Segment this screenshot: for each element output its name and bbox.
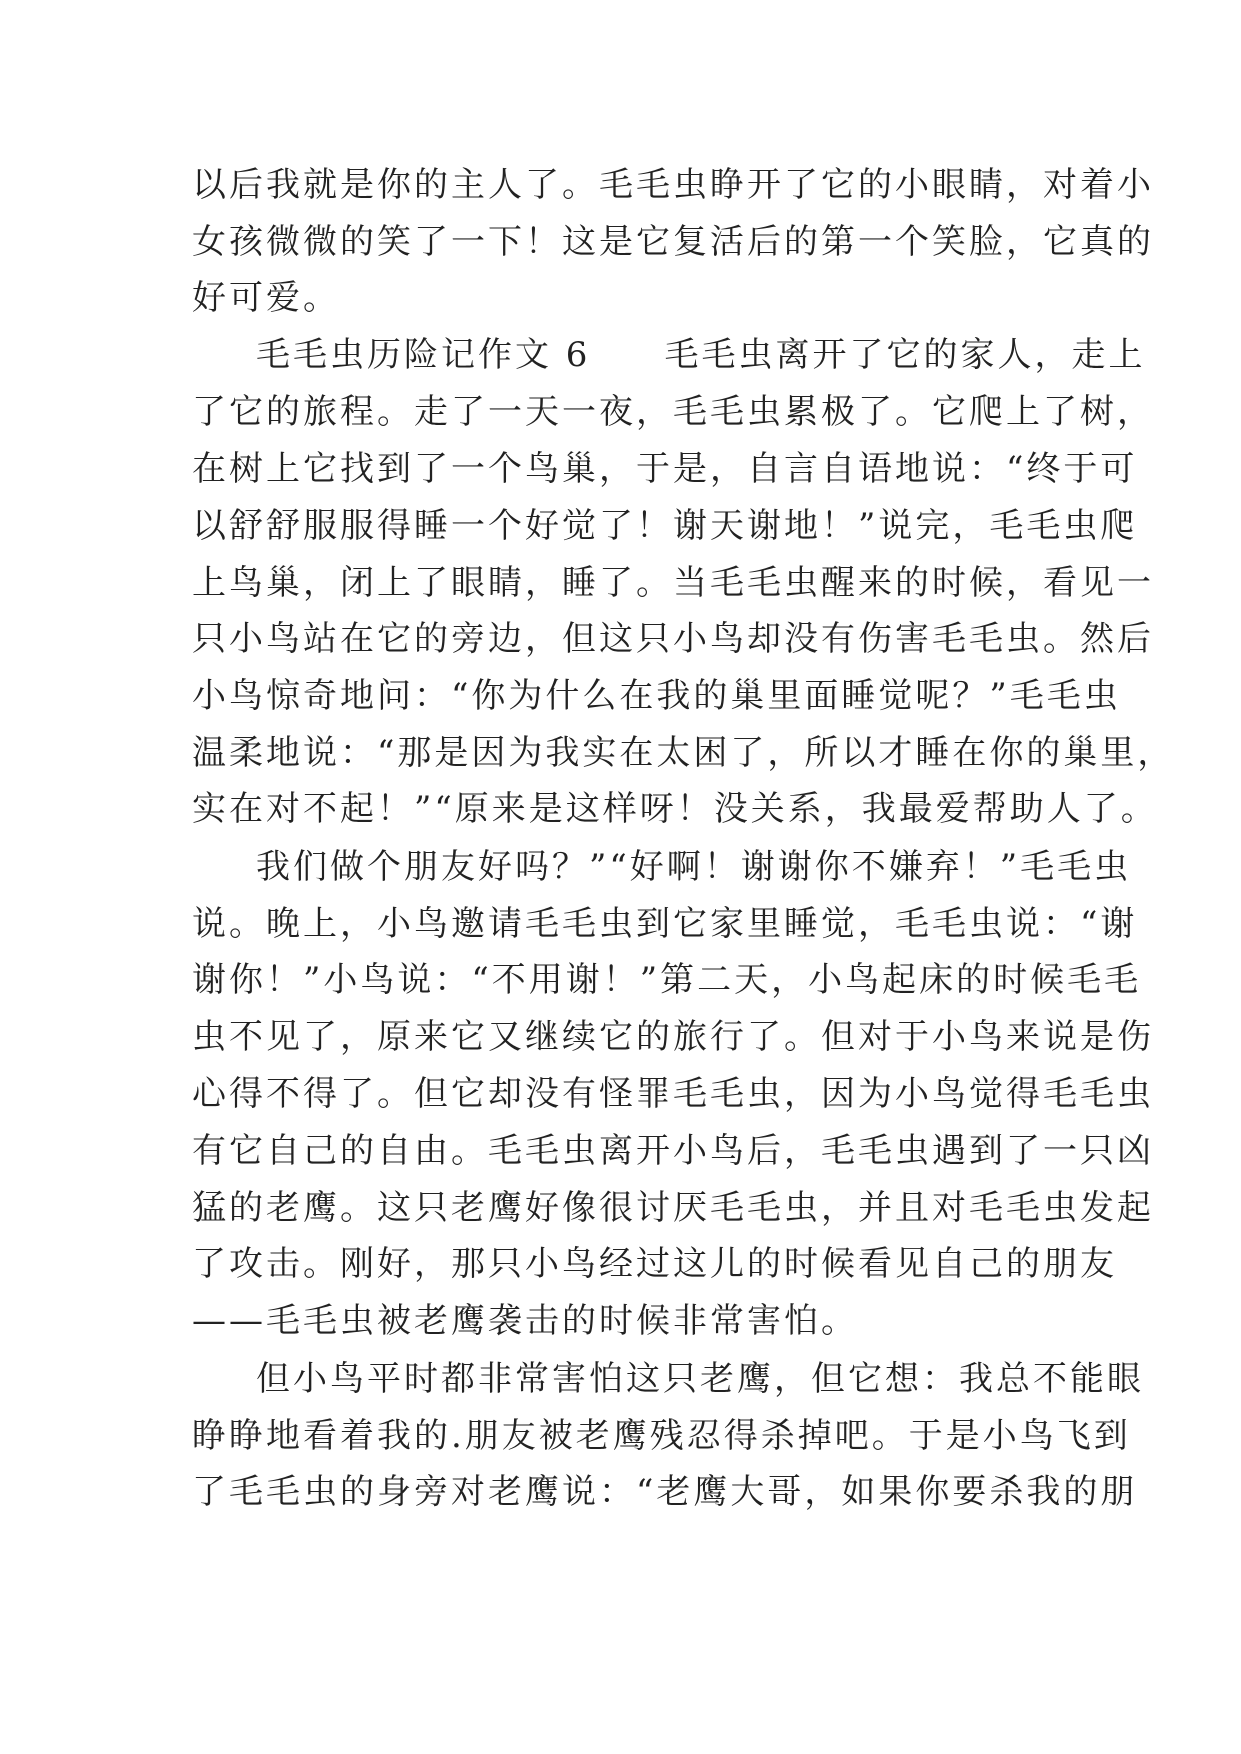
text-line: 睁睁地看着我的.朋友被老鹰残忍得杀掉吧。于是小鸟飞到 (192, 1416, 1131, 1456)
text-line: 心得不得了。但它却没有怪罪毛毛虫，因为小鸟觉得毛毛虫 (192, 1074, 1154, 1114)
text-line: 好可爱。 (192, 278, 340, 318)
text-line: 我们做个朋友好吗？”“好啊！谢谢你不嫌弃！”毛毛虫 (256, 847, 1132, 887)
text-line: 温柔地说：“那是因为我实在太困了，所以才睡在你的巢里， (192, 733, 1175, 773)
text-line: 实在对不起！”“原来是这样呀！没关系，我最爱帮助人了。 (192, 789, 1158, 829)
text-line: 但小鸟平时都非常害怕这只老鹰，但它想：我总不能眼 (256, 1359, 1144, 1399)
text-line: 小鸟惊奇地问：“你为什么在我的巢里面睡觉呢？”毛毛虫 (192, 676, 1121, 716)
text-line: 说。晚上，小鸟邀请毛毛虫到它家里睡觉，毛毛虫说：“谢 (192, 904, 1138, 944)
text-line: 以后我就是你的主人了。毛毛虫睁开了它的小眼睛，对着小 (192, 165, 1154, 205)
text-line: 上鸟巢，闭上了眼睛，睡了。当毛毛虫醒来的时候，看见一 (192, 563, 1154, 603)
text-line: 猛的老鹰。这只老鹰好像很讨厌毛毛虫，并且对毛毛虫发起 (192, 1188, 1154, 1228)
text-line: 只小鸟站在它的旁边，但这只小鸟却没有伤害毛毛虫。然后 (192, 619, 1154, 659)
text-line: 虫不见了，原来它又继续它的旅行了。但对于小鸟来说是伤 (192, 1017, 1154, 1057)
text-line: 以舒舒服服得睡一个好觉了！谢天谢地！”说完，毛毛虫爬 (192, 506, 1138, 546)
text-line: 了毛毛虫的身旁对老鹰说：“老鹰大哥，如果你要杀我的朋 (192, 1472, 1138, 1512)
text-line: 了它的旅程。走了一天一夜，毛毛虫累极了。它爬上了树， (192, 392, 1154, 432)
text-line: ——毛毛虫被老鹰袭击的时候非常害怕。 (192, 1301, 858, 1341)
text-line: 女孩微微的笑了一下！这是它复活后的第一个笑脸，它真的 (192, 222, 1154, 262)
text-line: 有它自己的自由。毛毛虫离开小鸟后，毛毛虫遇到了一只凶 (192, 1131, 1154, 1171)
paragraph-heading-line: 毛毛虫历险记作文 6 毛毛虫离开了它的家人，走上 (256, 335, 1146, 375)
text-line: 谢你！”小鸟说：“不用谢！”第二天，小鸟起床的时候毛毛 (192, 960, 1142, 1000)
text-line: 在树上它找到了一个鸟巢，于是，自言自语地说：“终于可 (192, 449, 1138, 489)
text-line: 了攻击。刚好，那只小鸟经过这儿的时候看见自己的朋友 (192, 1244, 1117, 1284)
